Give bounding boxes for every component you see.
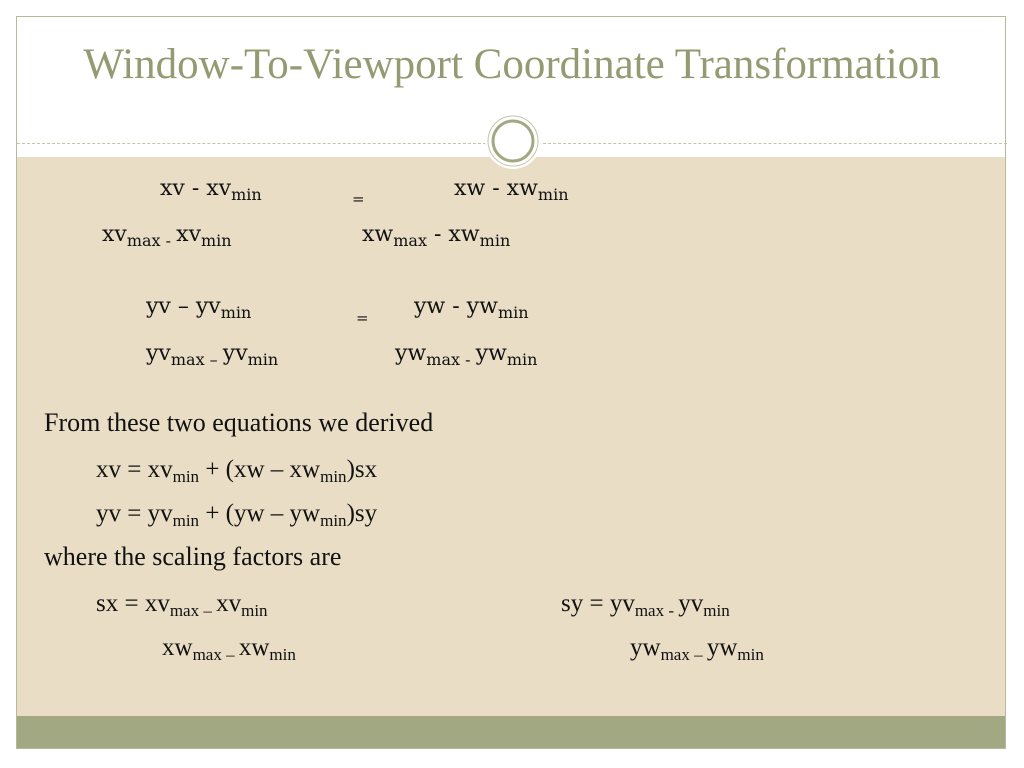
- eq-y-numerator-right: yw - $yw_{min}$: [414, 294, 529, 322]
- sx-denominator: $xw_{max -}$ $xw_{min}$: [162, 634, 296, 664]
- eq-y-equals: =: [356, 309, 369, 327]
- circle-ornament-icon: [485, 113, 541, 169]
- sy-denominator: $yw_{max -}$ $yw_{min}$: [630, 634, 764, 664]
- footer-bar: [17, 716, 1005, 748]
- eq-x-numerator-right: xw - $xw_{min}$: [454, 176, 569, 204]
- eq-y-denominator-left: $yv_{max -}$ $yv_{min}$: [146, 341, 279, 369]
- eq-y-numerator-left: yv – $yv_{min}$: [146, 294, 252, 322]
- sy-numerator: sy = $yv_{max -}$ $yv_{min}$: [561, 590, 730, 620]
- slide-title: Window-To-Viewport Coordinate Transformation: [83, 41, 941, 88]
- eq-x-equals: =: [352, 190, 365, 208]
- sx-numerator: sx = $xv_{max -}$ $xv_{min}$: [96, 590, 268, 620]
- eq-x-numerator-left: xv - $xv_{min}$: [160, 176, 262, 204]
- yv-formula: yv = $yv_{min} + (yw - yw_{min})sy$: [96, 500, 378, 530]
- derived-intro: From these two equations we derived: [44, 408, 434, 437]
- scaling-intro: where the scaling factors are: [44, 542, 342, 571]
- eq-x-denominator-left: $xv_{max -}$ $xv_{min}$: [102, 222, 232, 250]
- xv-formula: xv = $xv_{min} + (xw - xw_{min})sx$: [96, 456, 378, 486]
- eq-x-denominator-right: $xw_{max} - xw_{min}$: [362, 222, 511, 250]
- eq-y-denominator-right: $yw_{max -}$ $yw_{min}$: [395, 341, 538, 369]
